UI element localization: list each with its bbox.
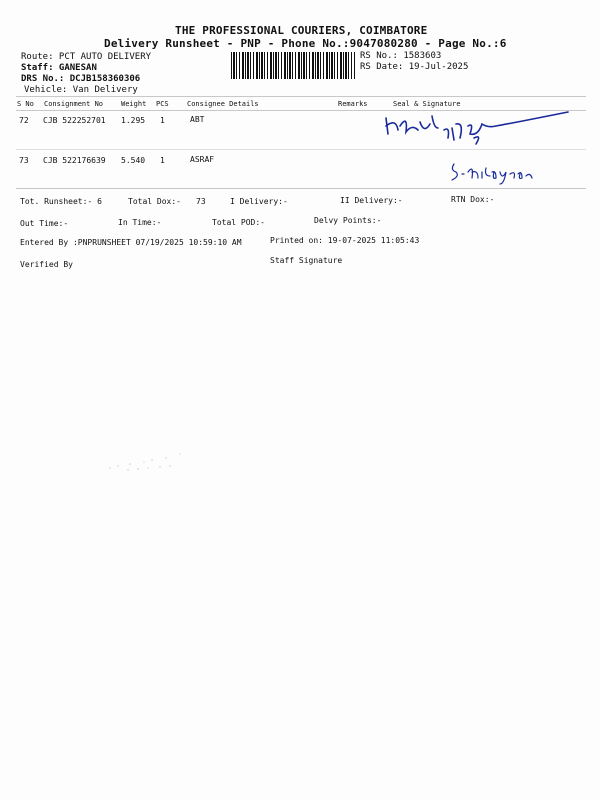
table-bottom-rule (16, 188, 586, 189)
signature-row-72 (378, 104, 578, 154)
col-consignment: Consignment No (44, 100, 104, 108)
rs-date: RS Date: 19-Jul-2025 (360, 62, 469, 72)
rs-number: RS No.: 1583603 (360, 51, 442, 61)
in-time: In Time:- (118, 218, 162, 227)
drs-number: DRS No.: DCJB158360306 (21, 74, 141, 84)
row-consignee: ABT (190, 115, 205, 124)
staff-signature: Staff Signature (270, 256, 343, 265)
rtn-dox: RTN Dox:- (451, 195, 495, 204)
row-consignment: CJB 522252701 (43, 116, 106, 125)
row-pcs: 1 (160, 156, 165, 165)
total-dox-label: Total Dox:- (128, 197, 181, 206)
staff-label: Staff: GANESAN (21, 63, 97, 73)
row-sno: 73 (19, 156, 29, 165)
table-top-rule (16, 96, 586, 97)
ii-delivery: II Delivery:- (340, 196, 403, 205)
total-dox-value: 73 (196, 197, 206, 206)
col-seal-signature: Seal & Signature (393, 100, 461, 108)
route-label: Route: PCT AUTO DELIVERY (21, 52, 152, 62)
verified-by: Verified By (20, 260, 73, 269)
total-pod: Total POD:- (212, 218, 265, 227)
col-consignee: Consignee Details (187, 100, 259, 108)
entered-by: Entered By :PNPRUNSHEET 07/19/2025 10:59:10 AM (20, 238, 242, 247)
col-weight: Weight (121, 100, 147, 108)
col-sno: S No (17, 100, 34, 108)
row-sno: 72 (19, 116, 29, 125)
total-runsheet: Tot. Runsheet:- 6 (20, 197, 102, 206)
scan-specks (100, 448, 220, 478)
row-consignee: ASRAF (190, 155, 215, 164)
row-consignment: CJB 522176639 (43, 156, 106, 165)
barcode-image (231, 52, 355, 79)
runsheet-subtitle: Delivery Runsheet - PNP - Phone No.:9047080280 - Page No.:6 (104, 37, 507, 50)
printed-on: Printed on: 19-07-2025 11:05:43 (270, 236, 420, 245)
row-pcs: 1 (160, 116, 165, 125)
company-title: THE PROFESSIONAL COURIERS, COIMBATORE (175, 24, 428, 37)
row-weight: 5.540 (121, 156, 146, 165)
col-remarks: Remarks (338, 100, 368, 108)
i-delivery: I Delivery:- (230, 197, 288, 206)
vehicle-label: Vehicle: Van Delivery (24, 85, 138, 95)
col-pcs: PCS (156, 100, 169, 108)
signature-row-73 (448, 158, 538, 186)
out-time: Out Time:- (20, 219, 69, 228)
row-weight: 1.295 (121, 116, 146, 125)
delvy-points: Delvy Points:- (314, 216, 382, 225)
